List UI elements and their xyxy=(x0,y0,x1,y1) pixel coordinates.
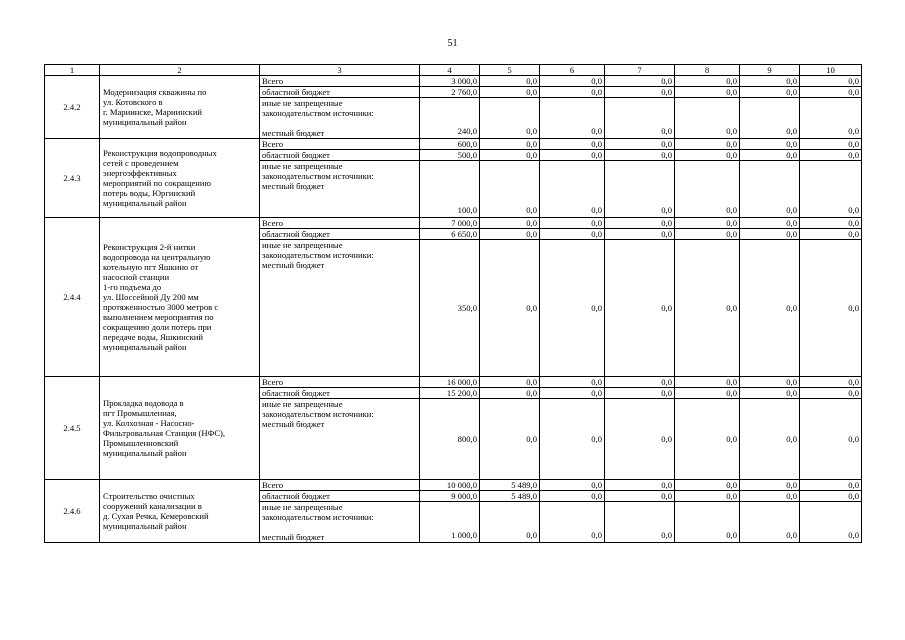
value-cell: 0,0 xyxy=(800,491,862,502)
value-cell: 0,0 xyxy=(540,229,605,240)
item-name-line: водопровода на центральную xyxy=(103,252,211,262)
item-name xyxy=(100,139,260,218)
value-cell: 0,0 xyxy=(800,150,862,161)
value-cell: 0,0 xyxy=(540,491,605,502)
item-name-line: Реконструкция 2-й нитки xyxy=(103,242,196,252)
funding-source-regional: областной бюджет xyxy=(260,87,420,98)
value-cell: 0,0 xyxy=(605,150,675,161)
source-label-line: местный бюджет xyxy=(262,181,325,191)
value-cell: 0,0 xyxy=(605,240,675,377)
item-name-line: передаче воды, Яшкинский xyxy=(103,332,203,342)
value-cell: 0,0 xyxy=(675,480,740,491)
source-label-line: местный бюджет xyxy=(262,532,325,542)
item-name-line: Промышленновский xyxy=(103,438,179,448)
value-cell: 0,0 xyxy=(675,218,740,229)
value-cell: 0,0 xyxy=(800,161,862,218)
value-cell: 0,0 xyxy=(605,480,675,491)
item-name xyxy=(100,218,260,377)
value-cell: 0,0 xyxy=(740,502,800,543)
source-label-line: иные не запрещенные xyxy=(262,161,343,171)
value-cell: 0,0 xyxy=(540,76,605,87)
value-cell: 0,0 xyxy=(540,150,605,161)
column-header: 3 xyxy=(260,65,420,76)
item-name-line: муниципальный район xyxy=(103,521,187,531)
column-header: 10 xyxy=(800,65,862,76)
value-cell: 0,0 xyxy=(675,98,740,139)
item-name-line: Прокладка водовода в xyxy=(103,398,184,408)
source-label-line: законодательством источники: xyxy=(262,409,374,419)
value-cell: 0,0 xyxy=(480,240,540,377)
value-cell: 0,0 xyxy=(540,240,605,377)
value-cell: 0,0 xyxy=(740,150,800,161)
value-cell: 0,0 xyxy=(675,76,740,87)
value-cell: 0,0 xyxy=(675,87,740,98)
item-name-line: Модернизация скважины по xyxy=(103,87,207,97)
funding-source-total: Всего xyxy=(260,377,420,388)
value-cell: 0,0 xyxy=(675,240,740,377)
value-cell: 0,0 xyxy=(740,139,800,150)
table-row-total xyxy=(45,139,862,150)
value-cell: 0,0 xyxy=(540,399,605,480)
value-cell: 0,0 xyxy=(800,399,862,480)
value-cell: 0,0 xyxy=(800,76,862,87)
funding-source-other-local xyxy=(260,240,420,377)
item-name-line: сооружений канализации в xyxy=(103,501,202,511)
value-cell: 0,0 xyxy=(480,399,540,480)
funding-source-regional: областной бюджет xyxy=(260,388,420,399)
value-cell: 0,0 xyxy=(800,388,862,399)
funding-source-regional: областной бюджет xyxy=(260,150,420,161)
value-cell: 0,0 xyxy=(540,377,605,388)
value-cell: 0,0 xyxy=(740,76,800,87)
value-cell: 0,0 xyxy=(540,502,605,543)
item-name-line: сетей с проведением xyxy=(103,158,179,168)
value-cell: 0,0 xyxy=(480,150,540,161)
value-cell: 0,0 xyxy=(800,139,862,150)
funding-source-regional: областной бюджет xyxy=(260,229,420,240)
item-name-line: протяженностью 3000 метров с xyxy=(103,302,219,312)
funding-source-regional: областной бюджет xyxy=(260,491,420,502)
item-name-line: ул. Колхозная - Насосно- xyxy=(103,418,195,428)
item-name-line: выполнением мероприятия по xyxy=(103,312,214,322)
item-name-line: энергоэффективных xyxy=(103,168,177,178)
item-name-line: муниципальный район xyxy=(103,448,187,458)
item-name-line: сокращению доли потерь при xyxy=(103,322,212,332)
value-cell: 5 489,0 xyxy=(480,491,540,502)
item-name-line: ул. Шоссейной Ду 200 мм xyxy=(103,292,199,302)
source-label-line: местный бюджет xyxy=(262,260,325,270)
value-cell: 0,0 xyxy=(800,502,862,543)
value-cell: 600,0 xyxy=(420,139,480,150)
value-cell: 1 000,0 xyxy=(420,502,480,543)
table-row-total xyxy=(45,218,862,229)
table-row-total xyxy=(45,377,862,388)
value-cell: 800,0 xyxy=(420,399,480,480)
value-cell: 0,0 xyxy=(480,161,540,218)
value-cell: 0,0 xyxy=(675,150,740,161)
page-number: 51 xyxy=(447,38,458,49)
item-name-line: муниципальный район xyxy=(103,198,187,208)
value-cell: 0,0 xyxy=(605,76,675,87)
value-cell: 0,0 xyxy=(740,161,800,218)
value-cell: 10 000,0 xyxy=(420,480,480,491)
source-label-line: местный бюджет xyxy=(262,419,325,429)
item-number: 2.4.5 xyxy=(45,377,100,480)
value-cell: 0,0 xyxy=(540,388,605,399)
value-cell: 6 650,0 xyxy=(420,229,480,240)
item-name-line: потерь воды, Юргинский xyxy=(103,188,196,198)
value-cell: 0,0 xyxy=(675,502,740,543)
value-cell: 0,0 xyxy=(800,229,862,240)
value-cell: 3 000,0 xyxy=(420,76,480,87)
value-cell: 0,0 xyxy=(800,240,862,377)
value-cell: 0,0 xyxy=(800,218,862,229)
item-name-line: ул. Котовского в xyxy=(103,97,163,107)
value-cell: 350,0 xyxy=(420,240,480,377)
value-cell: 0,0 xyxy=(740,98,800,139)
funding-source-total: Всего xyxy=(260,139,420,150)
value-cell: 0,0 xyxy=(605,399,675,480)
source-label-line: иные не запрещенные xyxy=(262,399,343,409)
item-name-line: д. Сухая Речка, Кемеровский xyxy=(103,511,209,521)
funding-source-total: Всего xyxy=(260,480,420,491)
value-cell: 0,0 xyxy=(605,98,675,139)
funding-source-total: Всего xyxy=(260,76,420,87)
item-name xyxy=(100,76,260,139)
value-cell: 16 000,0 xyxy=(420,377,480,388)
value-cell: 5 489,0 xyxy=(480,480,540,491)
funding-source-other-local xyxy=(260,161,420,218)
column-header: 1 xyxy=(45,65,100,76)
value-cell: 0,0 xyxy=(740,480,800,491)
value-cell: 0,0 xyxy=(480,76,540,87)
item-name-line: г. Мариинске, Мариинский xyxy=(103,107,203,117)
value-cell: 0,0 xyxy=(540,218,605,229)
value-cell: 0,0 xyxy=(480,139,540,150)
value-cell: 0,0 xyxy=(480,502,540,543)
column-header: 8 xyxy=(675,65,740,76)
item-name-line: муниципальный район xyxy=(103,342,187,352)
item-number: 2.4.4 xyxy=(45,218,100,377)
value-cell: 15 200,0 xyxy=(420,388,480,399)
value-cell: 0,0 xyxy=(800,87,862,98)
value-cell: 0,0 xyxy=(800,377,862,388)
value-cell: 0,0 xyxy=(480,388,540,399)
source-label-line: иные не запрещенные xyxy=(262,98,343,108)
value-cell: 0,0 xyxy=(605,139,675,150)
value-cell: 0,0 xyxy=(605,491,675,502)
item-name-line: Фильтровальная Станция (НФС), xyxy=(103,428,226,438)
value-cell: 0,0 xyxy=(540,87,605,98)
item-name-line: мероприятий по сокращению xyxy=(103,178,211,188)
item-name-line: 1-го подъема до xyxy=(103,282,162,292)
value-cell: 0,0 xyxy=(740,399,800,480)
value-cell: 0,0 xyxy=(605,502,675,543)
item-number: 2.4.2 xyxy=(45,76,100,139)
value-cell: 2 760,0 xyxy=(420,87,480,98)
item-name-line: Строительство очистных xyxy=(103,491,195,501)
item-name xyxy=(100,480,260,543)
column-header: 5 xyxy=(480,65,540,76)
value-cell: 0,0 xyxy=(800,480,862,491)
item-name-line: котельную пгт Яшкино от xyxy=(103,262,199,272)
column-header: 7 xyxy=(605,65,675,76)
value-cell: 0,0 xyxy=(675,388,740,399)
funding-source-total: Всего xyxy=(260,218,420,229)
value-cell: 0,0 xyxy=(540,139,605,150)
column-number-row xyxy=(45,65,862,76)
funding-source-other-local xyxy=(260,98,420,139)
value-cell: 0,0 xyxy=(480,229,540,240)
budget-table xyxy=(44,64,862,543)
item-name-line: насосной станции xyxy=(103,272,170,282)
value-cell: 0,0 xyxy=(675,139,740,150)
value-cell: 0,0 xyxy=(675,377,740,388)
value-cell: 7 000,0 xyxy=(420,218,480,229)
value-cell: 0,0 xyxy=(605,161,675,218)
value-cell: 0,0 xyxy=(740,377,800,388)
value-cell: 0,0 xyxy=(540,98,605,139)
source-label-line: иные не запрещенные xyxy=(262,240,343,250)
value-cell: 0,0 xyxy=(480,98,540,139)
value-cell: 0,0 xyxy=(740,240,800,377)
value-cell: 0,0 xyxy=(605,87,675,98)
source-label-line: законодательством источники: xyxy=(262,250,374,260)
funding-source-other-local xyxy=(260,399,420,480)
table-row-total xyxy=(45,76,862,87)
funding-source-other-local xyxy=(260,502,420,543)
value-cell: 0,0 xyxy=(740,491,800,502)
value-cell: 0,0 xyxy=(675,161,740,218)
item-name-line: муниципальный район xyxy=(103,117,187,127)
value-cell: 0,0 xyxy=(800,98,862,139)
value-cell: 0,0 xyxy=(605,218,675,229)
item-number: 2.4.6 xyxy=(45,480,100,543)
source-label-line: иные не запрещенные xyxy=(262,502,343,512)
source-label-line: законодательством источники: xyxy=(262,512,374,522)
value-cell: 0,0 xyxy=(605,377,675,388)
source-label-line: законодательством источники: xyxy=(262,108,374,118)
item-number: 2.4.3 xyxy=(45,139,100,218)
value-cell: 0,0 xyxy=(480,218,540,229)
value-cell: 500,0 xyxy=(420,150,480,161)
value-cell: 0,0 xyxy=(740,388,800,399)
item-name-line: Реконструкция водопроводных xyxy=(103,148,217,158)
value-cell: 0,0 xyxy=(540,161,605,218)
value-cell: 0,0 xyxy=(675,491,740,502)
item-name xyxy=(100,377,260,480)
value-cell: 240,0 xyxy=(420,98,480,139)
column-header: 2 xyxy=(100,65,260,76)
value-cell: 0,0 xyxy=(740,229,800,240)
item-name-line: пгт Промышленная, xyxy=(103,408,177,418)
value-cell: 100,0 xyxy=(420,161,480,218)
table-row-total xyxy=(45,480,862,491)
value-cell: 0,0 xyxy=(605,388,675,399)
source-label-line: законодательством источники: xyxy=(262,171,374,181)
value-cell: 0,0 xyxy=(605,229,675,240)
value-cell: 9 000,0 xyxy=(420,491,480,502)
value-cell: 0,0 xyxy=(675,399,740,480)
value-cell: 0,0 xyxy=(480,377,540,388)
column-header: 4 xyxy=(420,65,480,76)
value-cell: 0,0 xyxy=(675,229,740,240)
value-cell: 0,0 xyxy=(740,87,800,98)
value-cell: 0,0 xyxy=(740,218,800,229)
value-cell: 0,0 xyxy=(540,480,605,491)
source-label-line: местный бюджет xyxy=(262,128,325,138)
value-cell: 0,0 xyxy=(480,87,540,98)
column-header: 6 xyxy=(540,65,605,76)
column-header: 9 xyxy=(740,65,800,76)
